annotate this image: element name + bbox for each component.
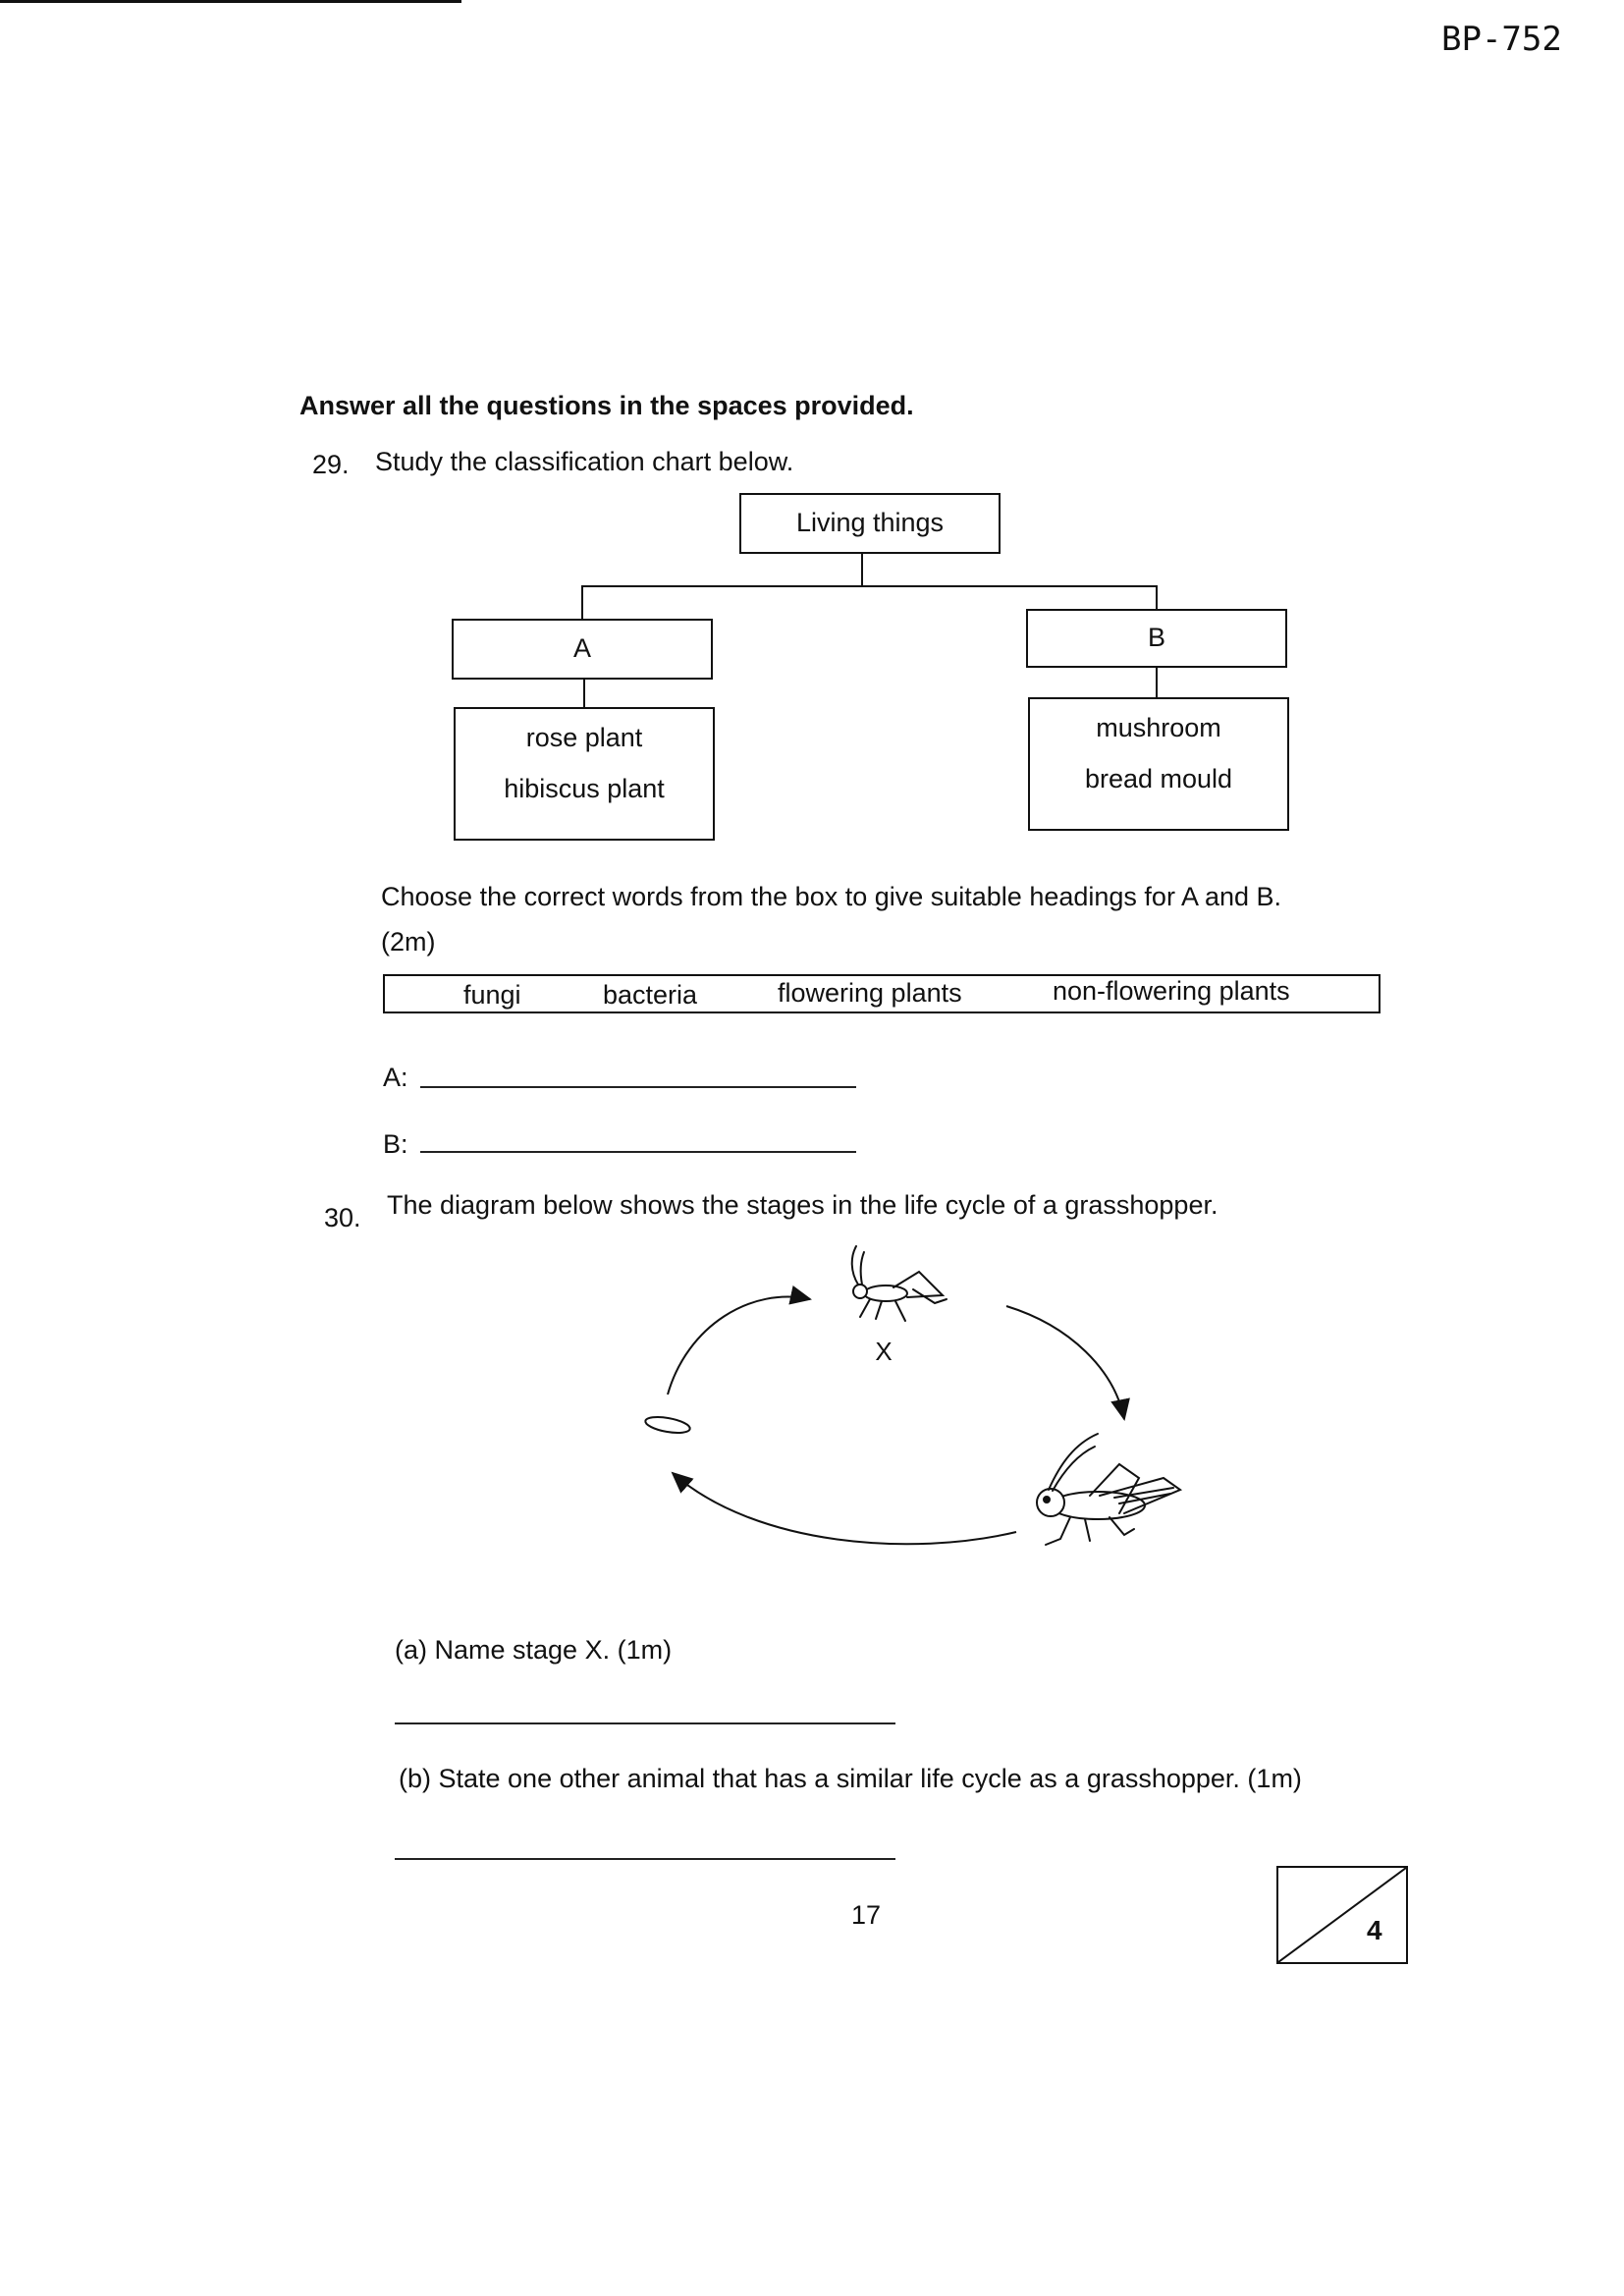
cycle-arrow bbox=[673, 1473, 1016, 1544]
paper-code: BP-752 bbox=[1441, 20, 1562, 59]
score-box-diagonal bbox=[1278, 1868, 1406, 1962]
q30-part-b: (b) State one other animal that has a similar life cycle as a grasshopper. (1m) bbox=[399, 1764, 1302, 1793]
chart-group-a-box bbox=[454, 707, 715, 841]
cycle-arrow bbox=[668, 1297, 810, 1394]
chart-item: rose plant bbox=[525, 723, 643, 752]
chart-connector bbox=[1156, 668, 1158, 697]
word-option: non-flowering plants bbox=[1053, 976, 1290, 1006]
page-number: 17 bbox=[851, 1900, 882, 1930]
chart-connector bbox=[1156, 585, 1158, 609]
word-option: bacteria bbox=[603, 980, 698, 1010]
answer-line-a[interactable] bbox=[420, 1086, 856, 1088]
chart-heading-b: B bbox=[1147, 623, 1165, 652]
adult-grasshopper-icon bbox=[1037, 1434, 1180, 1545]
chart-group-b-box bbox=[1028, 697, 1289, 831]
q29-task: Choose the correct words from the box to give suitable headings for A and B. bbox=[381, 882, 1282, 911]
chart-root-label: Living things bbox=[795, 508, 945, 537]
life-cycle-diagram bbox=[628, 1232, 1218, 1571]
score-box bbox=[1276, 1866, 1408, 1964]
chart-connector bbox=[583, 680, 585, 707]
chart-heading-b-box bbox=[1026, 609, 1287, 668]
stage-x-label: X bbox=[875, 1337, 893, 1366]
answer-line-b[interactable] bbox=[420, 1151, 856, 1153]
q29-marks: (2m) bbox=[381, 927, 436, 957]
answer-label-a: A: bbox=[383, 1063, 408, 1092]
chart-item: bread mould bbox=[1084, 764, 1233, 793]
nymph-grasshopper-icon bbox=[852, 1246, 947, 1321]
score-total: 4 bbox=[1367, 1915, 1382, 1945]
q30-part-a: (a) Name stage X. (1m) bbox=[395, 1635, 673, 1665]
q29-number: 29. bbox=[312, 450, 350, 479]
egg-icon bbox=[644, 1414, 691, 1436]
chart-connector bbox=[581, 585, 1158, 587]
answer-line-q30b[interactable] bbox=[395, 1858, 895, 1860]
q30-number: 30. bbox=[324, 1203, 361, 1232]
chart-item: hibiscus plant bbox=[504, 774, 665, 803]
word-option: flowering plants bbox=[778, 978, 962, 1008]
word-box bbox=[383, 974, 1380, 1013]
chart-connector bbox=[581, 585, 583, 619]
chart-connector bbox=[861, 554, 863, 585]
top-rule bbox=[0, 0, 461, 3]
word-option: fungi bbox=[463, 980, 521, 1010]
q30-prompt: The diagram below shows the stages in the life cycle of a grasshopper. bbox=[387, 1190, 1218, 1220]
chart-root-box bbox=[739, 493, 1001, 554]
chart-heading-a: A bbox=[572, 633, 591, 663]
cycle-arrow bbox=[1006, 1306, 1124, 1419]
answer-label-b: B: bbox=[383, 1129, 408, 1159]
chart-heading-a-box bbox=[452, 619, 713, 680]
chart-item: mushroom bbox=[1096, 713, 1221, 742]
q29-prompt: Study the classification chart below. bbox=[375, 447, 794, 476]
instruction: Answer all the questions in the spaces provided. bbox=[299, 391, 914, 420]
answer-line-q30a[interactable] bbox=[395, 1722, 895, 1724]
